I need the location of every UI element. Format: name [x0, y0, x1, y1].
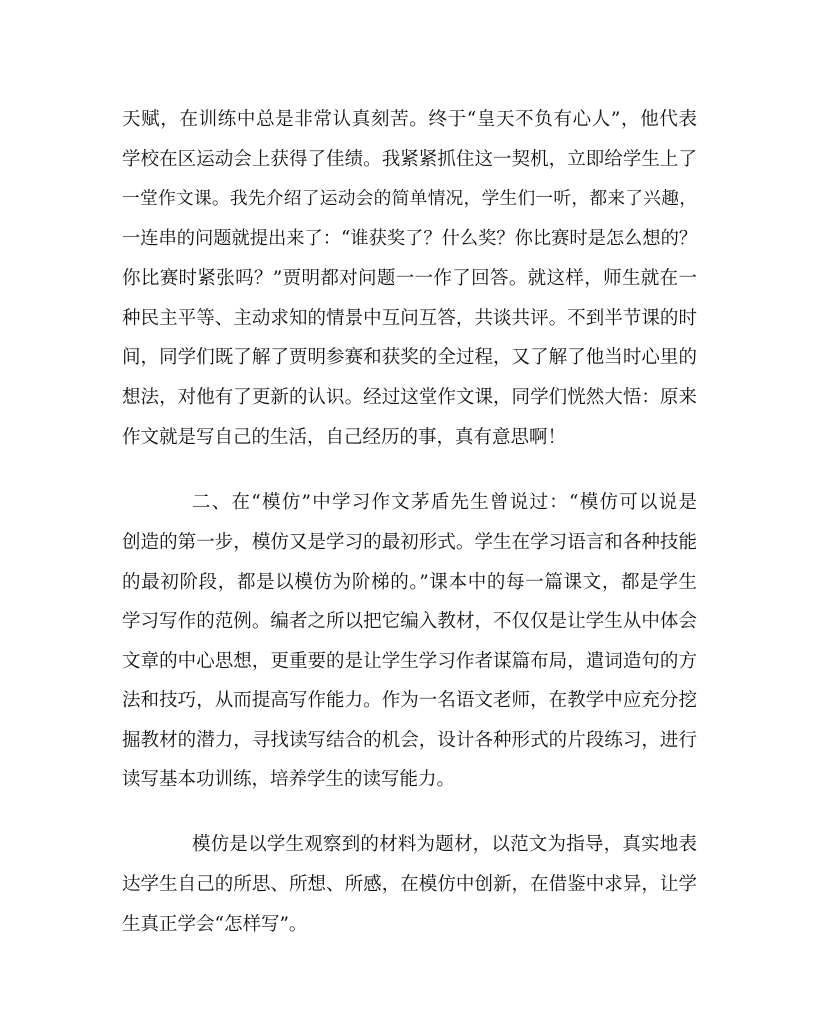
text-line: 模仿是以学生观察到的材料为题材，以范文为指导，真实地表: [192, 834, 697, 855]
text-line: 法和技巧，从而提高写作能力。作为一名语文老师，在教学中应充分挖: [122, 690, 697, 711]
text-line: 你比赛时紧张吗？”贾明都对问题一一作了回答。就这样，师生就在一: [122, 268, 697, 289]
text-line: 作文就是写自己的生活，自己经历的事，真有意思啊！: [122, 427, 567, 448]
text-line: 一连串的问题就提出来了：“谁获奖了？什么奖？你比赛时是怎么想的？: [122, 228, 698, 249]
text-line: 种民主平等、主动求知的情景中互问互答，共谈共评。不到半节课的时: [122, 308, 697, 329]
text-line: 学校在区运动会上获得了佳绩。我紧紧抓住这一契机，立即给学生上了: [122, 149, 697, 170]
text-line: 天赋，在训练中总是非常认真刻苦。终于“皇天不负有心人”，他代表: [122, 109, 697, 130]
text-line: 文章的中心思想，更重要的是让学生学习作者谋篇布局，遣词造句的方: [122, 651, 697, 672]
text-line: 生真正学会“怎样写”。: [122, 914, 308, 935]
text-line: 的最初阶段，都是以模仿为阶梯的。”课本中的每一篇课文，都是学生: [122, 572, 697, 593]
text-line: 二、在“模仿”中学习作文茅盾先生曾说过：“模仿可以说是: [192, 492, 697, 513]
text-line: 想法，对他有了更新的认识。经过这堂作文课，同学们恍然大悟：原来: [122, 387, 697, 408]
text-line: 学习写作的范例。编者之所以把它编入教材，不仅仅是让学生从中体会: [122, 611, 697, 632]
text-line: 创造的第一步，模仿又是学习的最初形式。学生在学习语言和各种技能: [122, 532, 697, 553]
text-line: 一堂作文课。我先介绍了运动会的简单情况，学生们一听，都来了兴趣，: [122, 189, 697, 209]
text-line: 达学生自己的所思、所想、所感，在模仿中创新，在借鉴中求异，让学: [122, 874, 697, 895]
text-line: 间，同学们既了解了贾明参赛和获奖的全过程，又了解了他当时心里的: [122, 347, 697, 368]
text-line: 掘教材的潜力，寻找读写结合的机会，设计各种形式的片段练习，进行: [122, 730, 697, 751]
text-line: 读写基本功训练，培养学生的读写能力。: [122, 769, 456, 790]
